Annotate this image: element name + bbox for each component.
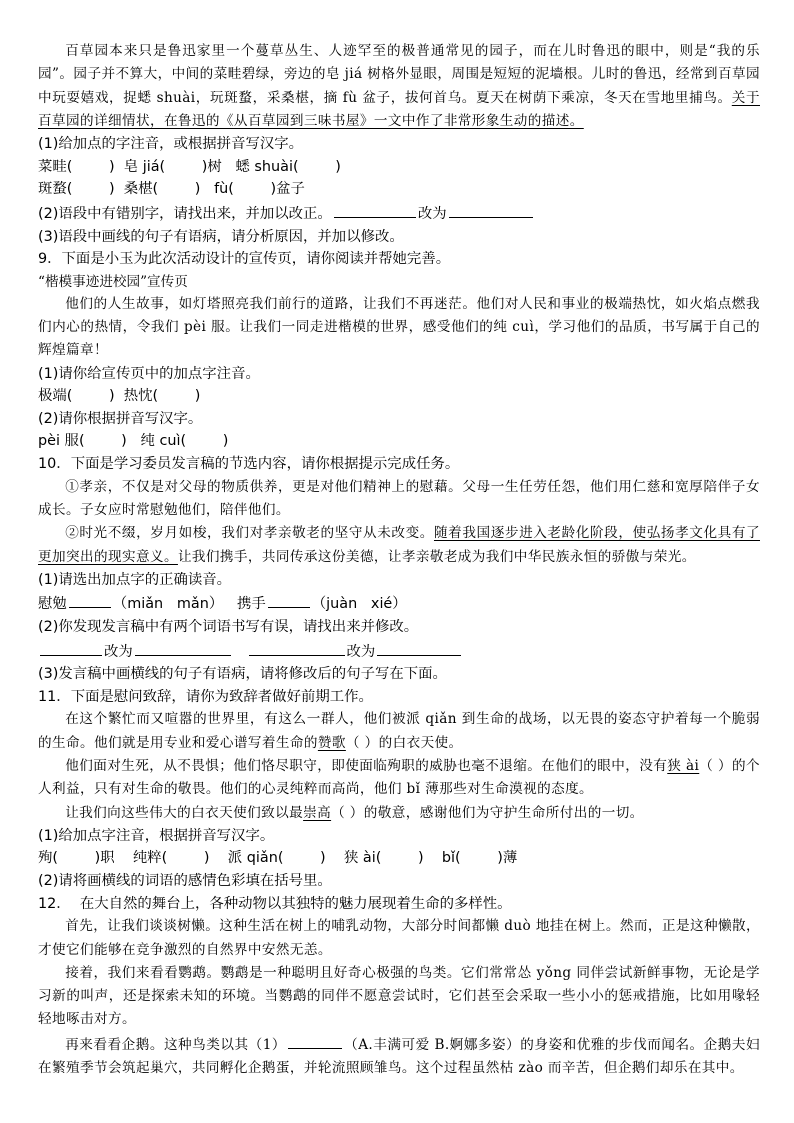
q11-underlined-word-3: 崇高 xyxy=(303,804,332,821)
answer-blank[interactable] xyxy=(377,639,461,656)
q11-para1-b: （ ）的白衣天使。 xyxy=(345,734,463,751)
q9-title: “楷模事迹进校园”宣传页 xyxy=(38,273,188,290)
q8-sub3: (3)语段中画线的句子有语病，请分析原因，并加以修改。 xyxy=(38,228,404,245)
q10-options1: （miǎn mǎn） xyxy=(112,596,224,613)
q10-head: 10．下面是学习委员发言稿的节选内容，请你根据提示完成任务。 xyxy=(38,456,460,473)
q9-sub2: (2)请你根据拼音写汉字。 xyxy=(38,410,203,427)
q10-para2 xyxy=(38,522,760,569)
q8-passage-text: 百草园本来只是鲁迅家里一个蔓草丛生、人迹罕至的极普通常见的园子，而在儿时鲁迅的眼中，则是“我的乐园”。园子并不算大，中间的菜畦碧绿，旁边的皂 jiá 树格外显眼，周围是短短的泥墙根。儿时的鲁迅，经常到百草园中玩耍嬉戏，捉蟋 shuài，玩斑蝥，采桑椹，摘 fù 盆子，拔何首乌。夏天在树荫下乘凉，冬天在雪地里捕鸟。 xyxy=(38,43,760,106)
answer-blank[interactable] xyxy=(268,591,310,608)
q10-options2: （juàn xié） xyxy=(311,596,407,613)
answer-blank[interactable] xyxy=(288,1032,342,1049)
q10-word2: 携手 xyxy=(236,596,266,613)
q11-head: 11．下面是慰问致辞，请你为致辞者做好前期工作。 xyxy=(38,688,373,705)
q8-sub2-text: (2)语段中有错别字，请找出来，并加以改正。 xyxy=(38,205,332,222)
q9-passage: 他们的人生故事，如灯塔照亮我们前行的道路，让我们不再迷茫。他们对人民和事业的极端热忱，如火焰点燃我们内心的热情，令我们 pèi 服。让我们一同走进楷模的世界，感受他们的纯 cuì，学习他们的品质，书写属于自己的辉煌篇章！ xyxy=(38,295,760,359)
q12-head: 12． 在大自然的舞台上，各种动物以其独特的魅力展现着生命的多样性。 xyxy=(38,895,512,912)
q9-line1: 极端( ) 热忱( ) xyxy=(38,388,201,405)
q10-word1: 慰勉 xyxy=(38,596,67,613)
q11-para1-a: 在这个繁忙而又喧嚣的世界里，有这么一群人，他们被派 qiǎn 到生命的战场，以无畏的姿态守护着每一个脆弱的生命。他们就是用专业和爱心谱写着生命的 xyxy=(38,711,760,751)
q11-sub2: (2)请将画横线的词语的感情色彩填在括号里。 xyxy=(38,873,332,890)
q12-para3 xyxy=(38,1032,760,1081)
q11-underlined-word-2: 狭 ài xyxy=(667,757,700,774)
q12-para2: 接着，我们来看看鹦鹉。鹦鹉是一种聪明且好奇心极强的鸟类。它们常常怂 yǒng 同伴尝试新鲜事物，无论是学习新的叫声，还是探索未知的环境。当鹦鹉的同伴不愿意尝试时，它们甚至会采取一些小小的惩戒措施，比如用喙轻轻地啄击对方。 xyxy=(38,964,760,1028)
answer-blank[interactable] xyxy=(334,201,416,218)
q8-sub2 xyxy=(38,201,760,226)
q10-underlined-sentence: 随着我国逐步进入老龄化阶段，使弘扬孝文化具有了更加突出的现实意义。 xyxy=(38,525,760,565)
q10-line1 xyxy=(38,591,760,616)
q11-para3 xyxy=(38,802,760,825)
q12-para3-b: （A.丰满可爱 B.婀娜多姿）的身姿和优雅的步伐而闻名。企鹅夫妇在繁殖季节会筑起巢穴，共同孵化企鹅蛋，并轮流照顾雏鸟。这个过程虽然枯 zào 而辛苦，但企鹅们却乐在其中。 xyxy=(38,1036,760,1076)
content xyxy=(38,40,760,1080)
q8-line1: 菜畦( ) 皂 jiá( )树 蟋 shuài( ) xyxy=(38,158,341,175)
q9-head: 9．下面是小玉为此次活动设计的宣传页，请你阅读并帮她完善。 xyxy=(38,251,451,268)
q8-passage xyxy=(38,40,760,133)
q11-para2 xyxy=(38,755,760,802)
q11-para2-a: 他们面对生死，从不畏惧；他们恪尽职守，即使面临殉职的威胁也毫不退缩。在他们的眼中，没有 xyxy=(65,757,668,774)
q11-para3-b: （ ）的敬意，感谢他们为守护生命所付出的一切。 xyxy=(331,804,644,821)
answer-blank[interactable] xyxy=(69,591,111,608)
q8-sub2-gaiwei: 改为 xyxy=(417,205,447,222)
q11-para3-a: 让我们向这些伟大的白衣天使们致以最 xyxy=(65,804,304,821)
q11-para2-b: （ ）的个人利益，只有对生命的敬畏。他们的心灵纯粹而高尚，他们 bǐ 薄那些对生命漠视的态度。 xyxy=(38,757,760,798)
q8-sub1: (1)给加点的字注音，或根据拼音写汉字。 xyxy=(38,136,304,153)
q10-sub1: (1)请选出加点字的正确读音。 xyxy=(38,571,232,588)
q11-para1 xyxy=(38,708,760,755)
q12-para3-a: 再来看看企鹅。这种鸟类以其（1） xyxy=(65,1036,286,1053)
q10-para2-b: 让我们携手，共同传承这份美德，让孝亲敬老成为我们中华民族永恒的骄傲与荣光。 xyxy=(177,548,696,565)
q8-underlined-sentence: 关于百草园的详细情状，在鲁迅的《从百草园到三味书屋》一文中作了非常形象生动的描述。 xyxy=(38,89,760,129)
q10-line2 xyxy=(38,639,760,664)
answer-blank[interactable] xyxy=(249,639,345,656)
q10-sub3: (3)发言稿中画横线的句子有语病，请将修改后的句子写在下面。 xyxy=(38,666,447,683)
q9-sub1: (1)请你给宣传页中的加点字注音。 xyxy=(38,365,260,382)
q10-gaiwei-2: 改为 xyxy=(346,643,376,660)
answer-blank[interactable] xyxy=(449,201,533,218)
q11-underlined-word-1: 赞歌 xyxy=(317,734,346,751)
q9-line2: pèi 服( ) 纯 cuì( ) xyxy=(38,433,229,450)
answer-blank[interactable] xyxy=(135,639,231,656)
q10-sub2: (2)你发现发言稿中有两个词语书写有误，请找出来并修改。 xyxy=(38,618,419,635)
q12-para1: 首先，让我们谈谈树懒。这种生活在树上的哺乳动物，大部分时间都懒 duò 地挂在树上。然而，正是这种懒散，才使它们能够在竞争激烈的自然界中安然无恙。 xyxy=(38,918,760,958)
q11-line1: 殉( )职 纯粹( ) 派 qiǎn( ) 狭 ài( ) bǐ( )薄 xyxy=(38,850,518,867)
q11-sub1: (1)给加点字注音，根据拼音写汉字。 xyxy=(38,827,275,844)
q10-para2-a: ②时光不缀，岁月如梭，我们对孝亲敬老的坚守从未改变。 xyxy=(65,525,434,542)
q10-gaiwei-1: 改为 xyxy=(104,643,133,660)
answer-blank[interactable] xyxy=(40,639,102,656)
q8-line2: 斑蝥( ) 桑椹( ) fù( )盆子 xyxy=(38,181,305,198)
q10-para1: ①孝亲，不仅是对父母的物质供养，更是对他们精神上的慰藉。父母一生任劳任怨，他们用仁慈和宽厚陪伴子女成长。子女应时常慰勉他们，陪伴他们。 xyxy=(38,478,760,518)
